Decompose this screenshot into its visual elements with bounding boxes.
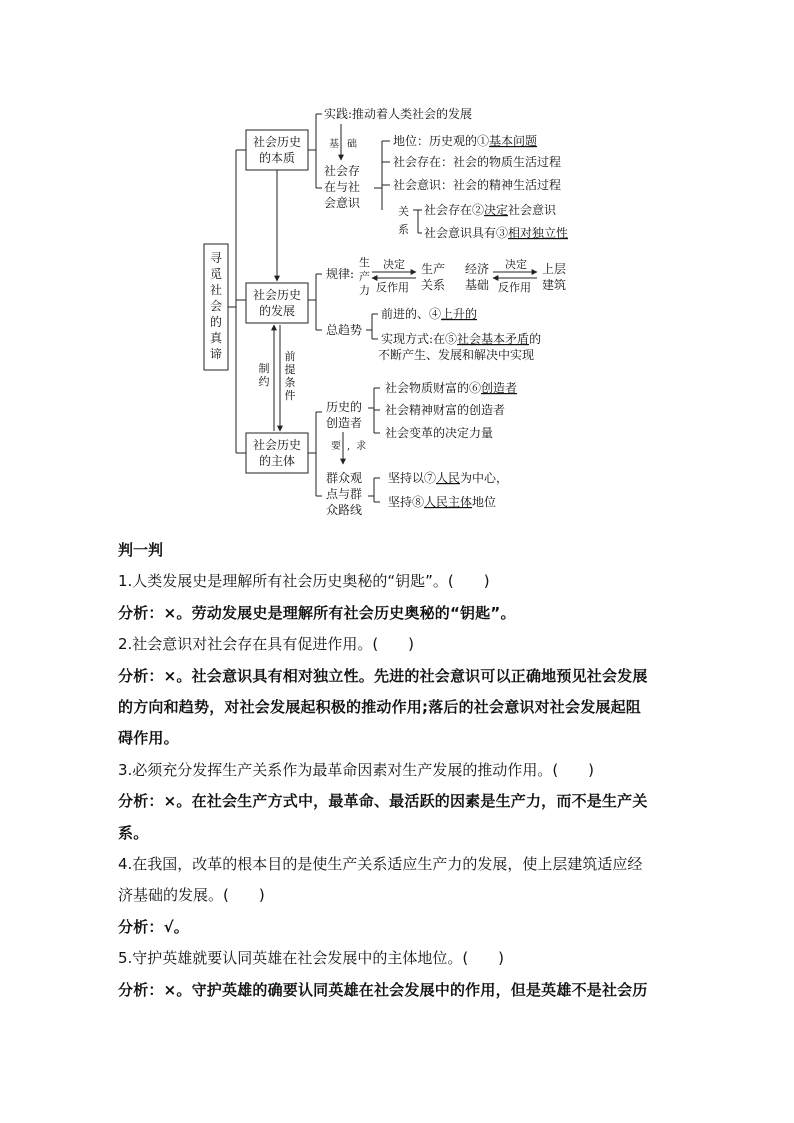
exist-label-1: 社会存 (324, 164, 361, 178)
law-label: 规律: (326, 267, 355, 281)
question-line: 济基础的发展。( ) (118, 886, 265, 905)
productivity-1: 生 (359, 256, 370, 269)
item-text: 坚持⑧ (388, 495, 425, 509)
answer-line: 分析：√。 (118, 917, 190, 936)
rel-production-2: 关系 (421, 278, 446, 292)
productivity-3: 力 (359, 284, 370, 297)
question-line: 2.社会意识对社会存在具有促进作用。( ) (118, 635, 415, 654)
relation-item (424, 202, 557, 217)
relation-item (424, 225, 568, 240)
concept-map (0, 0, 794, 530)
question-line: 4.在我国，改革的根本目的是使生产关系适应生产力的发展，使上层建筑适应经 (118, 855, 643, 874)
root-label: 寻觅社会的真谛 (209, 251, 223, 361)
answer-line: 的方向和趋势，对社会发展起积极的推动作用;落后的社会意识对社会发展起阻 (118, 698, 642, 717)
mass-item (388, 470, 508, 485)
creator-item (385, 402, 505, 417)
item-text: 社会物质财富的⑥ (385, 381, 482, 395)
nature-item (393, 133, 537, 148)
mass-label-1: 群众观 (326, 471, 363, 485)
subject-box-line1: 社会历史 (252, 438, 302, 452)
precondition-label: 前提条件 (284, 350, 296, 402)
decide-label-1: 决定 (383, 258, 405, 271)
subject-box-line2: 的主体 (258, 454, 296, 468)
item-text: 社会意识：社会的精神生活过程 (393, 178, 562, 192)
item-text: 不断产生、发展和解决中实现 (378, 348, 535, 362)
require-label: 要,求 (331, 441, 373, 452)
answer-line: 碍作用。 (118, 729, 179, 748)
item-text: 社会精神财富的创造者 (385, 403, 506, 417)
question-line: 5.守护英雄就要认同英雄在社会发展中的主体地位。( ) (118, 949, 505, 968)
mass-label-2: 点与群 (326, 487, 363, 501)
answer-line: 分析：×。社会意识具有相对独立性。先进的社会意识可以正确地预见社会发展 (118, 666, 648, 685)
item-text: 前进的、④ (381, 307, 442, 321)
item-blank-answer: 决定 (484, 203, 509, 217)
nature-box-line1: 社会历史 (252, 135, 302, 149)
restrict-label: 制约 (258, 362, 270, 388)
item-blank-answer: 人民 (436, 471, 461, 485)
item-text: 社会意识 (508, 203, 557, 217)
productivity-2: 产 (359, 270, 370, 283)
relation-label-2: 系 (398, 223, 409, 236)
react-label-1: 反作用 (376, 281, 409, 294)
answer-line: 系。 (118, 823, 149, 842)
superstructure-2: 建筑 (542, 278, 567, 292)
economic-base-1: 经济 (465, 262, 490, 276)
exist-label-2: 在与社 (324, 180, 361, 194)
item-text: 的 (529, 332, 542, 346)
item-text: 坚持以⑦ (388, 471, 437, 485)
question-line: 3.必须充分发挥生产关系作为最革命因素对生产发展的推动作用。( ) (118, 760, 595, 779)
trend-label: 总趋势 (326, 323, 363, 337)
trend-item (381, 331, 541, 346)
creator-item (385, 425, 493, 440)
item-text: 实现方式:在⑤ (381, 332, 458, 346)
practice-text: 实践:推动着人类社会的发展 (324, 107, 473, 121)
development-box-line1: 社会历史 (252, 288, 302, 302)
judge-title: 判一判 (118, 541, 164, 559)
trend-item (381, 306, 477, 321)
answer-line: 分析：×。劳动发展史是理解所有社会历史奥秘的“钥匙”。 (118, 603, 516, 622)
item-blank-answer: 相对独立性 (508, 226, 569, 240)
item-text: 社会存在：社会的物质生活过程 (393, 155, 562, 169)
question-line: 1.人类发展史是理解所有社会历史奥秘的“钥匙”。( ) (118, 572, 490, 591)
nature-box-line2: 的本质 (258, 151, 296, 165)
nature-item (393, 177, 561, 192)
nature-item (393, 154, 561, 169)
item-blank-answer: 人民主体 (424, 495, 473, 509)
item-text: 地位 (472, 495, 497, 509)
item-blank-answer: 上升的 (441, 307, 478, 321)
item-text: 社会意识具有③ (424, 226, 509, 240)
exist-label-3: 会意识 (324, 196, 361, 210)
answer-line: 分析：×。守护英雄的确要认同英雄在社会发展中的作用，但是英雄不是社会历 (118, 980, 648, 999)
judge-section (118, 535, 688, 1006)
basis-label: 基础 (329, 139, 365, 150)
item-text: 为中心， (460, 471, 509, 485)
superstructure-1: 上层 (542, 262, 567, 276)
react-label-2: 反作用 (498, 281, 531, 294)
rel-production-1: 生产 (421, 262, 446, 276)
answer-line: 分析：×。在社会生产方式中，最革命、最活跃的因素是生产力，而不是生产关 (118, 792, 648, 811)
economic-base-2: 基础 (465, 278, 490, 292)
item-text: 社会存在② (424, 203, 485, 217)
item-text: 社会变革的决定力量 (385, 426, 494, 440)
creator-label-2: 创造者 (326, 416, 363, 430)
item-blank-answer: 基本问题 (489, 134, 538, 148)
creator-label-1: 历史的 (326, 400, 363, 414)
trend-item (378, 347, 534, 362)
relation-label-1: 关 (398, 205, 409, 218)
decide-label-2: 决定 (505, 258, 527, 271)
development-box-line2: 的发展 (258, 304, 296, 318)
judge-lines (118, 566, 688, 1006)
item-blank-answer: 创造者 (481, 381, 518, 395)
item-blank-answer: 社会基本矛盾 (457, 332, 530, 346)
mass-label-3: 众路线 (326, 503, 363, 517)
creator-item (385, 380, 517, 395)
mass-item (388, 494, 496, 509)
item-text: 地位：历史观的① (393, 134, 490, 148)
